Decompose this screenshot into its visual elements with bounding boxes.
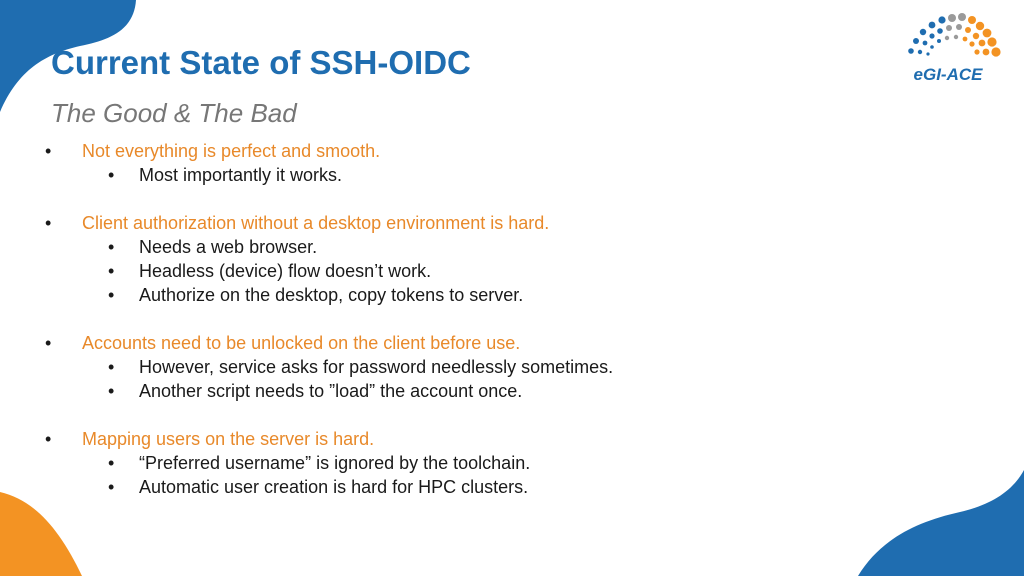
main-bullet-text: Mapping users on the server is hard.	[82, 429, 375, 449]
main-bullet	[0, 211, 1024, 235]
main-bullet-text: Accounts need to be unlocked on the client before use.	[82, 333, 521, 353]
bullet-dot-icon: •	[108, 357, 115, 377]
sub-bullet	[0, 451, 1024, 475]
bullet-group	[0, 139, 1024, 187]
main-bullet	[0, 139, 1024, 163]
bullet-dot-icon: •	[108, 285, 115, 305]
sub-bullet-text: However, service asks for password needlessly sometimes.	[139, 357, 614, 377]
sub-bullet	[0, 163, 1024, 187]
sub-bullet-text: Automatic user creation is hard for HPC clusters.	[139, 477, 529, 497]
sub-bullet	[0, 355, 1024, 379]
bullet-dot-icon: •	[45, 333, 52, 353]
main-bullet	[0, 331, 1024, 355]
egi-ace-logo	[892, 10, 1004, 86]
bullet-dot-icon: •	[108, 237, 115, 257]
main-bullet-text: Not everything is perfect and smooth.	[82, 141, 381, 161]
bullet-group	[0, 211, 1024, 307]
bullet-dot-icon: •	[108, 165, 115, 185]
sub-bullet-text: Most importantly it works.	[139, 165, 343, 185]
sub-bullet-text: Another script needs to ”load” the account once.	[139, 381, 523, 401]
bullet-group	[0, 427, 1024, 499]
bullet-dot-icon: •	[45, 429, 52, 449]
logo-dot-arc-icon	[908, 13, 1000, 57]
sub-bullet	[0, 379, 1024, 403]
logo-wordmark: eGI-ACE	[913, 65, 983, 84]
bullet-list	[0, 139, 1024, 523]
main-bullet	[0, 427, 1024, 451]
sub-bullet-text: Authorize on the desktop, copy tokens to server.	[139, 285, 524, 305]
bullet-dot-icon: •	[108, 477, 115, 497]
bullet-group	[0, 331, 1024, 403]
sub-bullet-text: Needs a web browser.	[139, 237, 318, 257]
bullet-dot-icon: •	[45, 141, 52, 161]
sub-bullet	[0, 475, 1024, 499]
bullet-dot-icon: •	[45, 213, 52, 233]
slide-subtitle: The Good & The Bad	[51, 98, 297, 128]
sub-bullet	[0, 259, 1024, 283]
sub-bullet	[0, 235, 1024, 259]
bullet-dot-icon: •	[108, 261, 115, 281]
bullet-dot-icon: •	[108, 381, 115, 401]
slide-title: Current State of SSH-OIDC	[51, 44, 471, 81]
bullet-dot-icon: •	[108, 453, 115, 473]
sub-bullet-text: Headless (device) flow doesn’t work.	[139, 261, 432, 281]
sub-bullet	[0, 283, 1024, 307]
main-bullet-text: Client authorization without a desktop environment is hard.	[82, 213, 550, 233]
sub-bullet-text: “Preferred username” is ignored by the toolchain.	[139, 453, 531, 473]
